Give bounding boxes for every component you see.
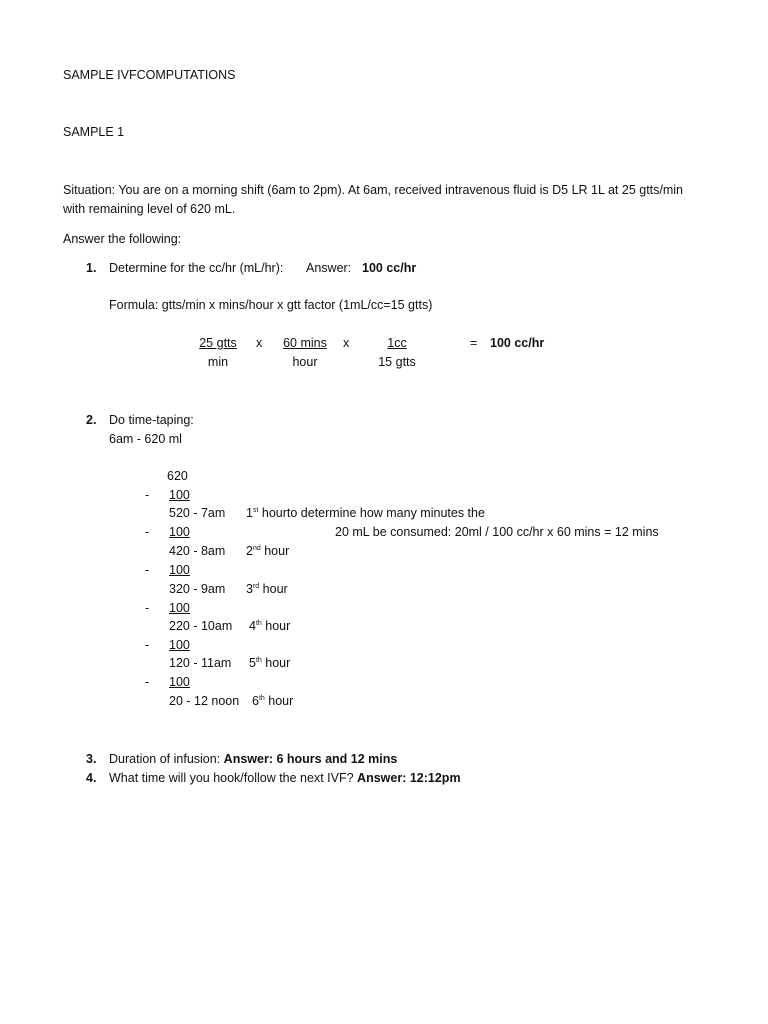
hour-label: 3rd hour — [246, 582, 288, 596]
minus-sign: - — [145, 563, 150, 577]
q3-answer: Answer: 6 hours and 12 mins — [223, 752, 398, 766]
initial-volume: 620 — [167, 469, 188, 483]
situation-line-1: Situation: You are on a morning shift (6am to 2pm). At 6am, received intravenous fluid is D5 LR 1L at 25 gtts/min — [63, 183, 684, 197]
q1-answer-value: 100 cc/hr — [362, 261, 417, 275]
subtract-amount: 100 — [169, 675, 190, 689]
q1-answer-label: Answer: — [306, 261, 352, 275]
q3-number: 3. — [86, 752, 97, 766]
minus-sign: - — [145, 601, 150, 615]
q4-number: 4. — [86, 771, 97, 785]
subtract-amount: 100 — [169, 488, 190, 502]
q3-item — [109, 751, 397, 767]
multiply-sign-2: x — [343, 336, 350, 350]
sample-heading: SAMPLE 1 — [63, 125, 125, 139]
equals-sign: = — [470, 336, 478, 350]
q1-number: 1. — [86, 261, 97, 275]
subtract-amount: 100 — [169, 525, 190, 539]
answer-prompt: Answer the following: — [63, 232, 182, 246]
q4-answer: Answer: 12:12pm — [357, 771, 461, 785]
q2-text: Do time-taping: — [109, 413, 194, 427]
calculation-result: 100 cc/hr — [490, 336, 545, 350]
situation-line-2: with remaining level of 620 mL. — [63, 202, 236, 216]
minus-sign: - — [145, 488, 150, 502]
fraction-1-numerator: 25 gtts — [199, 336, 237, 350]
hour-label: 2nd hour — [246, 544, 290, 558]
hour-label: 1st hourto determine how many minutes the — [246, 506, 485, 520]
hour-label: 5th hour — [249, 656, 291, 670]
hour-label: 6th hour — [252, 694, 294, 708]
remaining-volume: 20 - 12 noon — [169, 694, 240, 708]
remaining-volume: 520 - 7am — [169, 506, 226, 520]
fraction-1-denominator: min — [207, 355, 229, 369]
q1-text: Determine for the cc/hr (mL/hr): — [109, 261, 284, 275]
subtract-amount: 100 — [169, 601, 190, 615]
minus-sign: - — [145, 638, 150, 652]
fraction-2-numerator: 60 mins — [283, 336, 327, 350]
q1-formula: Formula: gtts/min x mins/hour x gtt factor (1mL/cc=15 gtts) — [109, 298, 433, 312]
subtract-amount: 100 — [169, 563, 190, 577]
q2-start-level: 6am - 620 ml — [109, 432, 182, 446]
q4-text: What time will you hook/follow the next IVF? — [109, 771, 354, 785]
remaining-volume: 220 - 10am — [169, 619, 233, 633]
q3-text: Duration of infusion: — [109, 752, 221, 766]
multiply-sign-1: x — [256, 336, 263, 350]
fraction-3-numerator: 1cc — [387, 336, 407, 350]
minus-sign: - — [145, 675, 150, 689]
remaining-volume: 420 - 8am — [169, 544, 226, 558]
fraction-2-denominator: hour — [292, 355, 318, 369]
q4-item — [109, 770, 461, 786]
fraction-3-denominator: 15 gtts — [378, 355, 416, 369]
consume-note: 20 mL be consumed: 20ml / 100 cc/hr x 60 mins = 12 mins — [335, 525, 659, 539]
remaining-volume: 320 - 9am — [169, 582, 226, 596]
document-title: SAMPLE IVFCOMPUTATIONS — [63, 68, 236, 82]
minus-sign: - — [145, 525, 150, 539]
remaining-volume: 120 - 11am — [169, 656, 232, 670]
subtract-amount: 100 — [169, 638, 190, 652]
q2-number: 2. — [86, 413, 97, 427]
hour-label: 4th hour — [249, 619, 291, 633]
